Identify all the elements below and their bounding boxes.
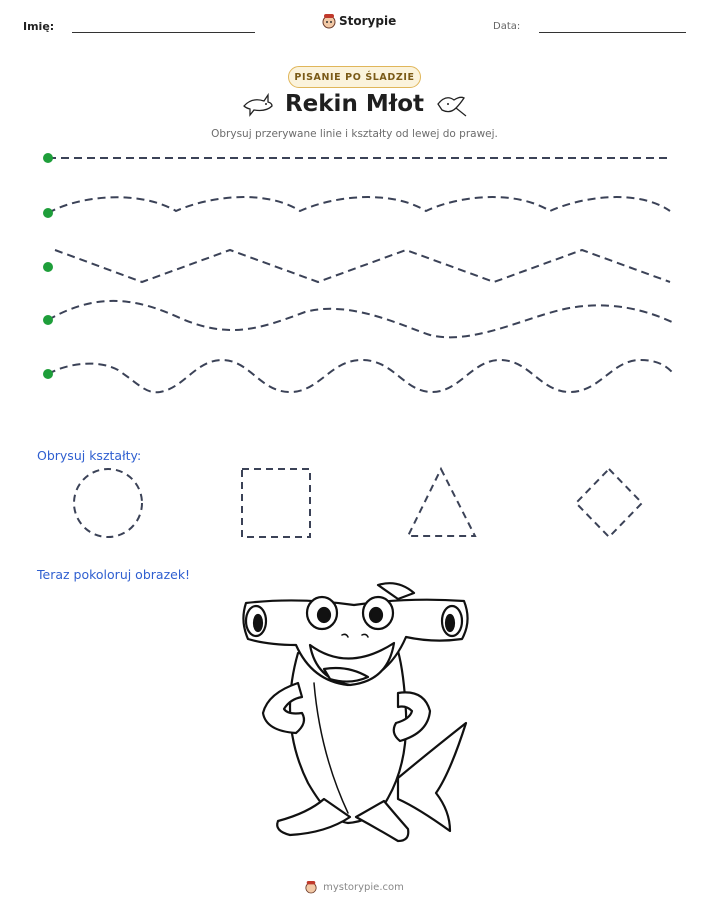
tracing-shapes (0, 465, 709, 545)
date-line (539, 32, 686, 33)
storypie-mascot-icon (322, 13, 336, 29)
start-dot (43, 369, 53, 379)
hammerhead-shark-coloring-image (238, 573, 470, 845)
instructions: Obrysuj przerywane linie i kształty od lewej do prawej. (211, 128, 498, 140)
start-dot (43, 315, 53, 325)
trace-square (242, 469, 310, 537)
trace-line-wave-2 (48, 301, 672, 337)
brand-name: Storypie (339, 14, 397, 28)
date-label: Data: (493, 21, 521, 32)
trace-diamond (576, 469, 642, 537)
start-dot (43, 262, 53, 272)
trace-line-zigzag (55, 250, 670, 282)
name-label: Imię: (23, 20, 55, 33)
shapes-section-label: Obrysuj kształty: (37, 448, 142, 463)
storypie-mascot-icon (305, 880, 317, 894)
name-line (72, 32, 255, 33)
trace-line-wave (48, 197, 670, 213)
start-dot (43, 153, 53, 163)
brand-logo (322, 13, 396, 29)
page-title: Rekin Młot (284, 91, 425, 117)
trace-triangle (408, 469, 475, 536)
trace-circle (74, 469, 142, 537)
trace-line-curve (48, 360, 672, 392)
start-dot (43, 208, 53, 218)
activity-badge: PISANIE PO ŚLADZIE (288, 66, 421, 88)
footer (0, 880, 709, 894)
footer-url[interactable]: mystorypie.com (323, 881, 404, 893)
stingray-icon (434, 92, 468, 118)
coloring-section-label: Teraz pokoloruj obrazek! (37, 567, 191, 582)
tracing-lines (0, 140, 709, 400)
